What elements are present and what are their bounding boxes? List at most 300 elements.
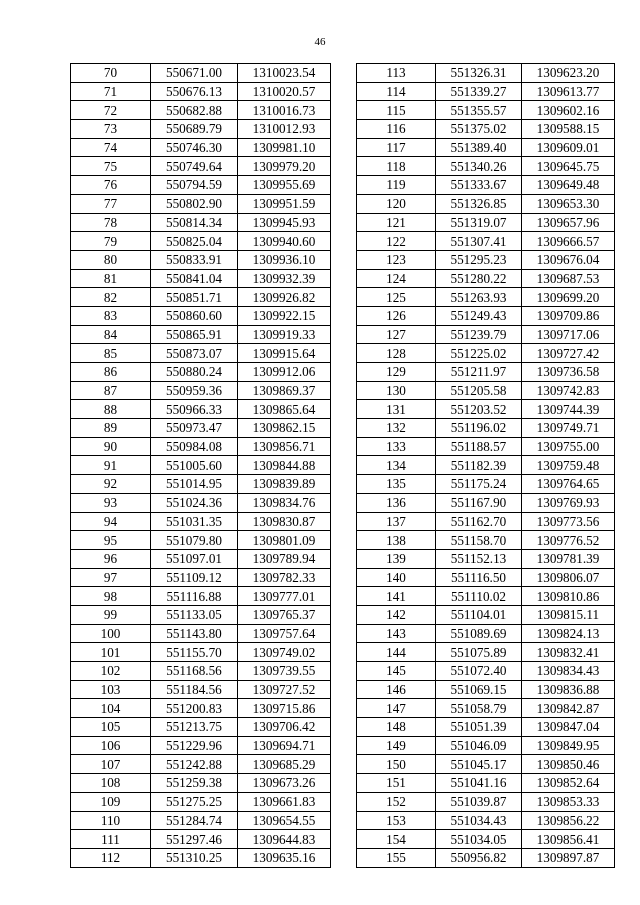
y-coordinate-cell: 1309661.83 [238, 792, 331, 811]
table-row [357, 587, 615, 606]
point-number-cell: 74 [71, 138, 151, 157]
point-number-cell: 114 [357, 82, 436, 101]
table-row [71, 194, 331, 213]
point-number-cell: 116 [357, 120, 436, 139]
y-coordinate-cell: 1309588.15 [522, 120, 615, 139]
table-row [71, 531, 331, 550]
table-row [71, 437, 331, 456]
point-number-cell: 82 [71, 288, 151, 307]
point-number-cell: 140 [357, 568, 436, 587]
y-coordinate-cell: 1309862.15 [238, 419, 331, 438]
point-number-cell: 120 [357, 194, 436, 213]
y-coordinate-cell: 1309653.30 [522, 194, 615, 213]
coordinates-table-left [70, 63, 331, 868]
point-number-cell: 88 [71, 400, 151, 419]
y-coordinate-cell: 1309847.04 [522, 718, 615, 737]
table-row [357, 549, 615, 568]
y-coordinate-cell: 1309673.26 [238, 774, 331, 793]
point-number-cell: 125 [357, 288, 436, 307]
point-number-cell: 150 [357, 755, 436, 774]
y-coordinate-cell: 1310012.93 [238, 120, 331, 139]
table-row [71, 493, 331, 512]
table-row [71, 82, 331, 101]
table-row [71, 138, 331, 157]
y-coordinate-cell: 1309853.33 [522, 792, 615, 811]
point-number-cell: 138 [357, 531, 436, 550]
table-row [71, 624, 331, 643]
table-row [71, 605, 331, 624]
point-number-cell: 128 [357, 344, 436, 363]
table-row [357, 643, 615, 662]
table-row [357, 493, 615, 512]
point-number-cell: 97 [71, 568, 151, 587]
table-row [357, 82, 615, 101]
table-row [71, 830, 331, 849]
x-coordinate-cell: 550959.36 [151, 381, 238, 400]
point-number-cell: 122 [357, 232, 436, 251]
y-coordinate-cell: 1309932.39 [238, 269, 331, 288]
y-coordinate-cell: 1309776.52 [522, 531, 615, 550]
y-coordinate-cell: 1309694.71 [238, 736, 331, 755]
point-number-cell: 131 [357, 400, 436, 419]
y-coordinate-cell: 1309834.43 [522, 662, 615, 681]
y-coordinate-cell: 1309749.71 [522, 419, 615, 438]
table-row [357, 437, 615, 456]
y-coordinate-cell: 1309832.41 [522, 643, 615, 662]
x-coordinate-cell: 551104.01 [436, 605, 522, 624]
table-row [357, 213, 615, 232]
x-coordinate-cell: 550973.47 [151, 419, 238, 438]
point-number-cell: 73 [71, 120, 151, 139]
point-number-cell: 113 [357, 64, 436, 83]
table-row [357, 568, 615, 587]
table-row [71, 643, 331, 662]
table-row [71, 699, 331, 718]
point-number-cell: 136 [357, 493, 436, 512]
table-row [71, 736, 331, 755]
x-coordinate-cell: 551326.85 [436, 194, 522, 213]
table-row [71, 755, 331, 774]
y-coordinate-cell: 1309856.22 [522, 811, 615, 830]
y-coordinate-cell: 1309687.53 [522, 269, 615, 288]
point-number-cell: 129 [357, 363, 436, 382]
table-row [357, 138, 615, 157]
table-row [71, 792, 331, 811]
table-row [71, 848, 331, 867]
table-row [357, 699, 615, 718]
y-coordinate-cell: 1309849.95 [522, 736, 615, 755]
x-coordinate-cell: 551375.02 [436, 120, 522, 139]
y-coordinate-cell: 1309856.71 [238, 437, 331, 456]
y-coordinate-cell: 1309654.55 [238, 811, 331, 830]
table-row [357, 64, 615, 83]
y-coordinate-cell: 1309757.64 [238, 624, 331, 643]
x-coordinate-cell: 551168.56 [151, 662, 238, 681]
point-number-cell: 100 [71, 624, 151, 643]
point-number-cell: 110 [71, 811, 151, 830]
page-number: 46 [314, 36, 326, 48]
x-coordinate-cell: 551045.17 [436, 755, 522, 774]
table-row [357, 381, 615, 400]
point-number-cell: 147 [357, 699, 436, 718]
table-row [71, 680, 331, 699]
y-coordinate-cell: 1309824.13 [522, 624, 615, 643]
y-coordinate-cell: 1309810.86 [522, 587, 615, 606]
point-number-cell: 117 [357, 138, 436, 157]
x-coordinate-cell: 550851.71 [151, 288, 238, 307]
y-coordinate-cell: 1309951.59 [238, 194, 331, 213]
x-coordinate-cell: 551034.05 [436, 830, 522, 849]
point-number-cell: 102 [71, 662, 151, 681]
y-coordinate-cell: 1309782.33 [238, 568, 331, 587]
point-number-cell: 78 [71, 213, 151, 232]
x-coordinate-cell: 551075.89 [436, 643, 522, 662]
y-coordinate-cell: 1309644.83 [238, 830, 331, 849]
point-number-cell: 146 [357, 680, 436, 699]
x-coordinate-cell: 551225.02 [436, 344, 522, 363]
x-coordinate-cell: 551097.01 [151, 549, 238, 568]
x-coordinate-cell: 551116.50 [436, 568, 522, 587]
point-number-cell: 130 [357, 381, 436, 400]
table-row [357, 250, 615, 269]
y-coordinate-cell: 1309709.86 [522, 306, 615, 325]
y-coordinate-cell: 1309856.41 [522, 830, 615, 849]
point-number-cell: 70 [71, 64, 151, 83]
y-coordinate-cell: 1309915.64 [238, 344, 331, 363]
x-coordinate-cell: 551340.26 [436, 157, 522, 176]
table-row [71, 344, 331, 363]
point-number-cell: 149 [357, 736, 436, 755]
point-number-cell: 112 [71, 848, 151, 867]
table-row [357, 419, 615, 438]
y-coordinate-cell: 1309609.01 [522, 138, 615, 157]
y-coordinate-cell: 1309685.29 [238, 755, 331, 774]
x-coordinate-cell: 550689.79 [151, 120, 238, 139]
y-coordinate-cell: 1309765.37 [238, 605, 331, 624]
y-coordinate-cell: 1309755.00 [522, 437, 615, 456]
x-coordinate-cell: 550966.33 [151, 400, 238, 419]
y-coordinate-cell: 1309926.82 [238, 288, 331, 307]
x-coordinate-cell: 551116.88 [151, 587, 238, 606]
point-number-cell: 90 [71, 437, 151, 456]
point-number-cell: 99 [71, 605, 151, 624]
point-number-cell: 152 [357, 792, 436, 811]
y-coordinate-cell: 1309936.10 [238, 250, 331, 269]
y-coordinate-cell: 1309666.57 [522, 232, 615, 251]
x-coordinate-cell: 551295.23 [436, 250, 522, 269]
point-number-cell: 93 [71, 493, 151, 512]
x-coordinate-cell: 551188.57 [436, 437, 522, 456]
table-row [357, 475, 615, 494]
table-row [357, 531, 615, 550]
point-number-cell: 143 [357, 624, 436, 643]
x-coordinate-cell: 551051.39 [436, 718, 522, 737]
table-row [71, 811, 331, 830]
point-number-cell: 96 [71, 549, 151, 568]
point-number-cell: 75 [71, 157, 151, 176]
table-row [357, 848, 615, 867]
point-number-cell: 115 [357, 101, 436, 120]
point-number-cell: 108 [71, 774, 151, 793]
y-coordinate-cell: 1309613.77 [522, 82, 615, 101]
point-number-cell: 95 [71, 531, 151, 550]
table-row [357, 176, 615, 195]
x-coordinate-cell: 551133.05 [151, 605, 238, 624]
y-coordinate-cell: 1309839.89 [238, 475, 331, 494]
x-coordinate-cell: 551275.25 [151, 792, 238, 811]
y-coordinate-cell: 1309699.20 [522, 288, 615, 307]
x-coordinate-cell: 551143.80 [151, 624, 238, 643]
x-coordinate-cell: 551167.90 [436, 493, 522, 512]
table-row [71, 456, 331, 475]
coordinates-table-right [356, 63, 615, 868]
table-row [357, 755, 615, 774]
y-coordinate-cell: 1310023.54 [238, 64, 331, 83]
table-row [71, 381, 331, 400]
point-number-cell: 105 [71, 718, 151, 737]
table-row [71, 774, 331, 793]
point-number-cell: 83 [71, 306, 151, 325]
point-number-cell: 137 [357, 512, 436, 531]
table-row [357, 325, 615, 344]
y-coordinate-cell: 1309919.33 [238, 325, 331, 344]
x-coordinate-cell: 551110.02 [436, 587, 522, 606]
table-row [357, 662, 615, 681]
point-number-cell: 106 [71, 736, 151, 755]
point-number-cell: 133 [357, 437, 436, 456]
point-number-cell: 94 [71, 512, 151, 531]
table-row [71, 232, 331, 251]
y-coordinate-cell: 1309834.76 [238, 493, 331, 512]
point-number-cell: 91 [71, 456, 151, 475]
x-coordinate-cell: 551034.43 [436, 811, 522, 830]
table-row [357, 288, 615, 307]
table-row [71, 306, 331, 325]
y-coordinate-cell: 1309744.39 [522, 400, 615, 419]
x-coordinate-cell: 551389.40 [436, 138, 522, 157]
y-coordinate-cell: 1309773.56 [522, 512, 615, 531]
table-row [71, 64, 331, 83]
point-number-cell: 144 [357, 643, 436, 662]
y-coordinate-cell: 1309781.39 [522, 549, 615, 568]
point-number-cell: 154 [357, 830, 436, 849]
table-row [357, 680, 615, 699]
y-coordinate-cell: 1309830.87 [238, 512, 331, 531]
x-coordinate-cell: 550794.59 [151, 176, 238, 195]
point-number-cell: 76 [71, 176, 151, 195]
y-coordinate-cell: 1309623.20 [522, 64, 615, 83]
point-number-cell: 109 [71, 792, 151, 811]
x-coordinate-cell: 551155.70 [151, 643, 238, 662]
x-coordinate-cell: 551014.95 [151, 475, 238, 494]
table-row [357, 605, 615, 624]
x-coordinate-cell: 551058.79 [436, 699, 522, 718]
y-coordinate-cell: 1309739.55 [238, 662, 331, 681]
x-coordinate-cell: 551213.75 [151, 718, 238, 737]
table-row [357, 512, 615, 531]
y-coordinate-cell: 1309806.07 [522, 568, 615, 587]
y-coordinate-cell: 1309897.87 [522, 848, 615, 867]
x-coordinate-cell: 550956.82 [436, 848, 522, 867]
point-number-cell: 148 [357, 718, 436, 737]
y-coordinate-cell: 1309764.65 [522, 475, 615, 494]
x-coordinate-cell: 551229.96 [151, 736, 238, 755]
x-coordinate-cell: 551152.13 [436, 549, 522, 568]
y-coordinate-cell: 1309912.06 [238, 363, 331, 382]
y-coordinate-cell: 1309759.48 [522, 456, 615, 475]
x-coordinate-cell: 551158.70 [436, 531, 522, 550]
table-row [71, 250, 331, 269]
table-row [357, 456, 615, 475]
y-coordinate-cell: 1309777.01 [238, 587, 331, 606]
x-coordinate-cell: 550833.91 [151, 250, 238, 269]
x-coordinate-cell: 550682.88 [151, 101, 238, 120]
point-number-cell: 121 [357, 213, 436, 232]
x-coordinate-cell: 551310.25 [151, 848, 238, 867]
table-row [71, 363, 331, 382]
point-number-cell: 80 [71, 250, 151, 269]
table-row [71, 512, 331, 531]
table-row [71, 101, 331, 120]
y-coordinate-cell: 1310016.73 [238, 101, 331, 120]
y-coordinate-cell: 1310020.57 [238, 82, 331, 101]
y-coordinate-cell: 1309715.86 [238, 699, 331, 718]
x-coordinate-cell: 550865.91 [151, 325, 238, 344]
point-number-cell: 126 [357, 306, 436, 325]
table-row [357, 400, 615, 419]
point-number-cell: 89 [71, 419, 151, 438]
y-coordinate-cell: 1309836.88 [522, 680, 615, 699]
point-number-cell: 127 [357, 325, 436, 344]
y-coordinate-cell: 1309844.88 [238, 456, 331, 475]
x-coordinate-cell: 551072.40 [436, 662, 522, 681]
point-number-cell: 119 [357, 176, 436, 195]
y-coordinate-cell: 1309749.02 [238, 643, 331, 662]
point-number-cell: 87 [71, 381, 151, 400]
table-row [71, 419, 331, 438]
point-number-cell: 86 [71, 363, 151, 382]
x-coordinate-cell: 551205.58 [436, 381, 522, 400]
x-coordinate-cell: 551333.67 [436, 176, 522, 195]
point-number-cell: 81 [71, 269, 151, 288]
table-row [357, 306, 615, 325]
x-coordinate-cell: 551239.79 [436, 325, 522, 344]
y-coordinate-cell: 1309717.06 [522, 325, 615, 344]
x-coordinate-cell: 551196.02 [436, 419, 522, 438]
table-row [357, 269, 615, 288]
point-number-cell: 141 [357, 587, 436, 606]
x-coordinate-cell: 551249.43 [436, 306, 522, 325]
point-number-cell: 85 [71, 344, 151, 363]
table-row [357, 363, 615, 382]
x-coordinate-cell: 551280.22 [436, 269, 522, 288]
y-coordinate-cell: 1309979.20 [238, 157, 331, 176]
x-coordinate-cell: 550671.00 [151, 64, 238, 83]
x-coordinate-cell: 551319.07 [436, 213, 522, 232]
x-coordinate-cell: 551242.88 [151, 755, 238, 774]
y-coordinate-cell: 1309769.93 [522, 493, 615, 512]
x-coordinate-cell: 551297.46 [151, 830, 238, 849]
y-coordinate-cell: 1309657.96 [522, 213, 615, 232]
x-coordinate-cell: 551284.74 [151, 811, 238, 830]
x-coordinate-cell: 551175.24 [436, 475, 522, 494]
table-row [357, 736, 615, 755]
point-number-cell: 124 [357, 269, 436, 288]
table-row [71, 157, 331, 176]
y-coordinate-cell: 1309676.04 [522, 250, 615, 269]
table-row [357, 774, 615, 793]
y-coordinate-cell: 1309736.58 [522, 363, 615, 382]
y-coordinate-cell: 1309649.48 [522, 176, 615, 195]
y-coordinate-cell: 1309635.16 [238, 848, 331, 867]
point-number-cell: 123 [357, 250, 436, 269]
table-row [357, 232, 615, 251]
table-row [357, 101, 615, 120]
x-coordinate-cell: 550984.08 [151, 437, 238, 456]
table-row [71, 213, 331, 232]
x-coordinate-cell: 551089.69 [436, 624, 522, 643]
x-coordinate-cell: 550746.30 [151, 138, 238, 157]
x-coordinate-cell: 551039.87 [436, 792, 522, 811]
point-number-cell: 132 [357, 419, 436, 438]
y-coordinate-cell: 1309922.15 [238, 306, 331, 325]
x-coordinate-cell: 550676.13 [151, 82, 238, 101]
x-coordinate-cell: 550802.90 [151, 194, 238, 213]
point-number-cell: 153 [357, 811, 436, 830]
point-number-cell: 155 [357, 848, 436, 867]
point-number-cell: 142 [357, 605, 436, 624]
point-number-cell: 151 [357, 774, 436, 793]
table-row [71, 176, 331, 195]
point-number-cell: 145 [357, 662, 436, 681]
x-coordinate-cell: 551263.93 [436, 288, 522, 307]
point-number-cell: 79 [71, 232, 151, 251]
table-row [357, 157, 615, 176]
table-row [71, 120, 331, 139]
table-row [357, 718, 615, 737]
table-row [357, 624, 615, 643]
table-row [71, 475, 331, 494]
point-number-cell: 71 [71, 82, 151, 101]
point-number-cell: 107 [71, 755, 151, 774]
point-number-cell: 111 [71, 830, 151, 849]
x-coordinate-cell: 551041.16 [436, 774, 522, 793]
table-row [71, 549, 331, 568]
x-coordinate-cell: 551211.97 [436, 363, 522, 382]
x-coordinate-cell: 551184.56 [151, 680, 238, 699]
table-row [71, 718, 331, 737]
x-coordinate-cell: 551109.12 [151, 568, 238, 587]
x-coordinate-cell: 551307.41 [436, 232, 522, 251]
x-coordinate-cell: 550825.04 [151, 232, 238, 251]
table-row [357, 194, 615, 213]
table-row [71, 400, 331, 419]
x-coordinate-cell: 551069.15 [436, 680, 522, 699]
y-coordinate-cell: 1309645.75 [522, 157, 615, 176]
y-coordinate-cell: 1309869.37 [238, 381, 331, 400]
table-row [71, 325, 331, 344]
y-coordinate-cell: 1309801.09 [238, 531, 331, 550]
x-coordinate-cell: 551182.39 [436, 456, 522, 475]
table-row [357, 120, 615, 139]
y-coordinate-cell: 1309789.94 [238, 549, 331, 568]
x-coordinate-cell: 551031.35 [151, 512, 238, 531]
x-coordinate-cell: 551203.52 [436, 400, 522, 419]
y-coordinate-cell: 1309706.42 [238, 718, 331, 737]
point-number-cell: 103 [71, 680, 151, 699]
x-coordinate-cell: 551200.83 [151, 699, 238, 718]
y-coordinate-cell: 1309940.60 [238, 232, 331, 251]
